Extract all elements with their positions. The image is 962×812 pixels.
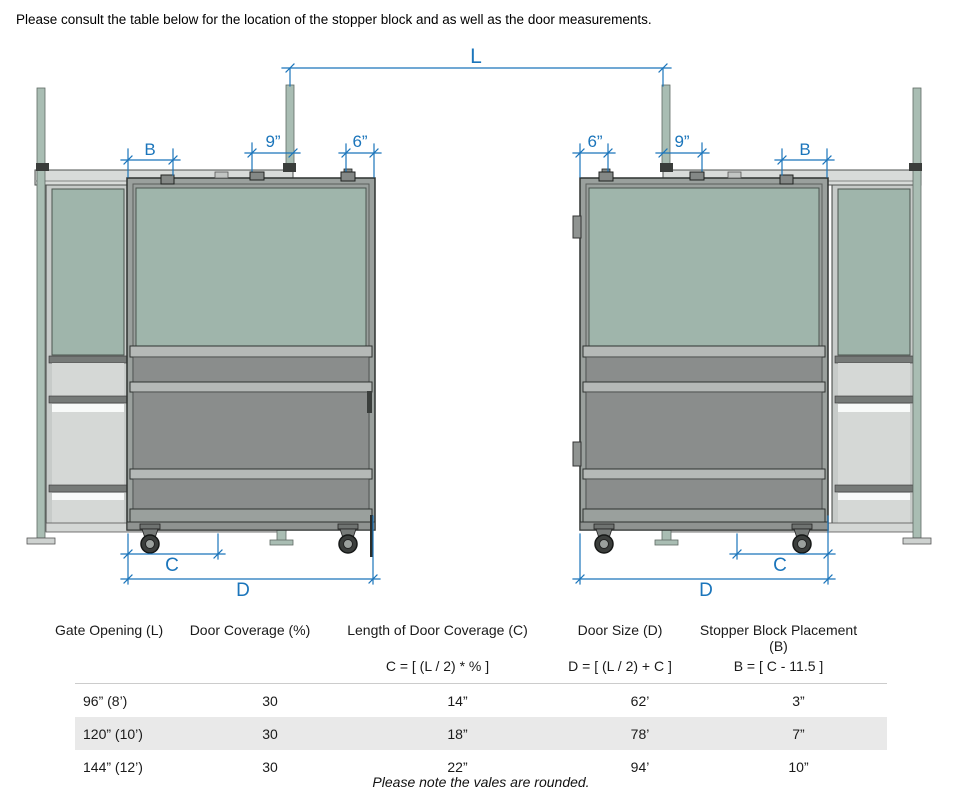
dim-label-6-right: 6” xyxy=(587,132,603,151)
cell-door-coverage: 30 xyxy=(262,725,278,742)
cell-stopper-placement: 10” xyxy=(788,758,809,775)
dim-label-B-right: B xyxy=(799,140,811,159)
cell-stopper-placement: 3” xyxy=(792,692,805,709)
dim-label-B-left: B xyxy=(144,140,156,159)
formula-b: B = [ C - 11.5 ] xyxy=(733,658,824,674)
sliding-door-right xyxy=(573,172,828,553)
stopper-block-6-right xyxy=(599,169,613,181)
table-footnote: Please note the vales are rounded. xyxy=(372,774,590,790)
door-glass-panel xyxy=(589,188,819,346)
cell-length-coverage: 14” xyxy=(447,692,468,709)
stopper-block-b-left xyxy=(161,175,174,184)
fence-glass-panel xyxy=(838,189,910,355)
cell-length-coverage: 22” xyxy=(447,758,468,775)
col-header-door-coverage: Door Coverage (%) xyxy=(189,622,311,638)
fence-glass-panel xyxy=(52,189,124,355)
dim-label-D-right: D xyxy=(699,580,713,601)
cell-door-coverage: 30 xyxy=(262,758,278,775)
col-header-length-coverage: Length of Door Coverage (C) xyxy=(347,622,528,638)
cell-gate-opening: 96” (8’) xyxy=(83,692,128,709)
door-latch-lower xyxy=(573,442,581,466)
dim-label-D-left: D xyxy=(236,580,250,601)
col-header-door-size: Door Size (D) xyxy=(577,622,663,638)
sliding-door-left xyxy=(127,172,375,557)
caster-wheel xyxy=(594,524,614,553)
table-row xyxy=(75,717,887,750)
intro-text: Please consult the table below for the location of the stopper block and as well as the door measurements. xyxy=(16,12,652,27)
post-inner-right xyxy=(660,85,673,172)
door-edge-latch xyxy=(367,391,372,413)
dim-label-L: L xyxy=(470,45,482,68)
post-inner-left xyxy=(283,85,296,172)
formula-d: D = [ (L / 2) + C ] xyxy=(568,658,672,674)
door-glass-panel xyxy=(136,188,366,346)
table-header-row xyxy=(55,618,887,656)
stopper-block-9-right xyxy=(690,172,704,180)
dim-label-C-left: C xyxy=(165,555,179,576)
table-row xyxy=(75,684,887,717)
cell-length-coverage: 18” xyxy=(447,725,468,742)
caster-wheel xyxy=(792,524,812,553)
dim-door-d-left xyxy=(121,575,380,583)
cell-gate-opening: 120” (10’) xyxy=(83,725,143,742)
dim-label-6-left: 6” xyxy=(352,132,368,151)
caster-wheel xyxy=(338,524,358,553)
col-header-gate-opening: Gate Opening (L) xyxy=(55,622,164,638)
door-hanger-tab xyxy=(215,172,228,178)
cell-door-coverage: 30 xyxy=(262,692,278,709)
door-hanger-tab xyxy=(728,172,741,178)
fence-panel-left xyxy=(46,183,130,531)
door-latch-upper xyxy=(573,216,581,238)
col-header-stopper-placement: Stopper Block Placement (B) xyxy=(699,622,858,654)
cell-stopper-placement: 7” xyxy=(792,725,805,742)
stopper-block-6-left xyxy=(341,169,355,181)
fence-panel-right xyxy=(832,183,916,531)
dim-label-9-left: 9” xyxy=(265,132,281,151)
stopper-block-b-right xyxy=(780,175,793,184)
cell-door-size: 78’ xyxy=(630,725,650,742)
cell-door-size: 94’ xyxy=(630,758,650,775)
cell-gate-opening: 144” (12’) xyxy=(83,758,143,775)
formula-c: C = [ (L / 2) * % ] xyxy=(385,658,490,674)
cell-door-size: 62’ xyxy=(630,692,650,709)
caster-wheel xyxy=(140,524,160,553)
stopper-block-9-left xyxy=(250,172,264,180)
spec-table xyxy=(55,618,887,783)
dim-label-C-right: C xyxy=(773,555,787,576)
dim-label-9-right: 9” xyxy=(674,132,690,151)
table-formula-row xyxy=(55,656,887,680)
